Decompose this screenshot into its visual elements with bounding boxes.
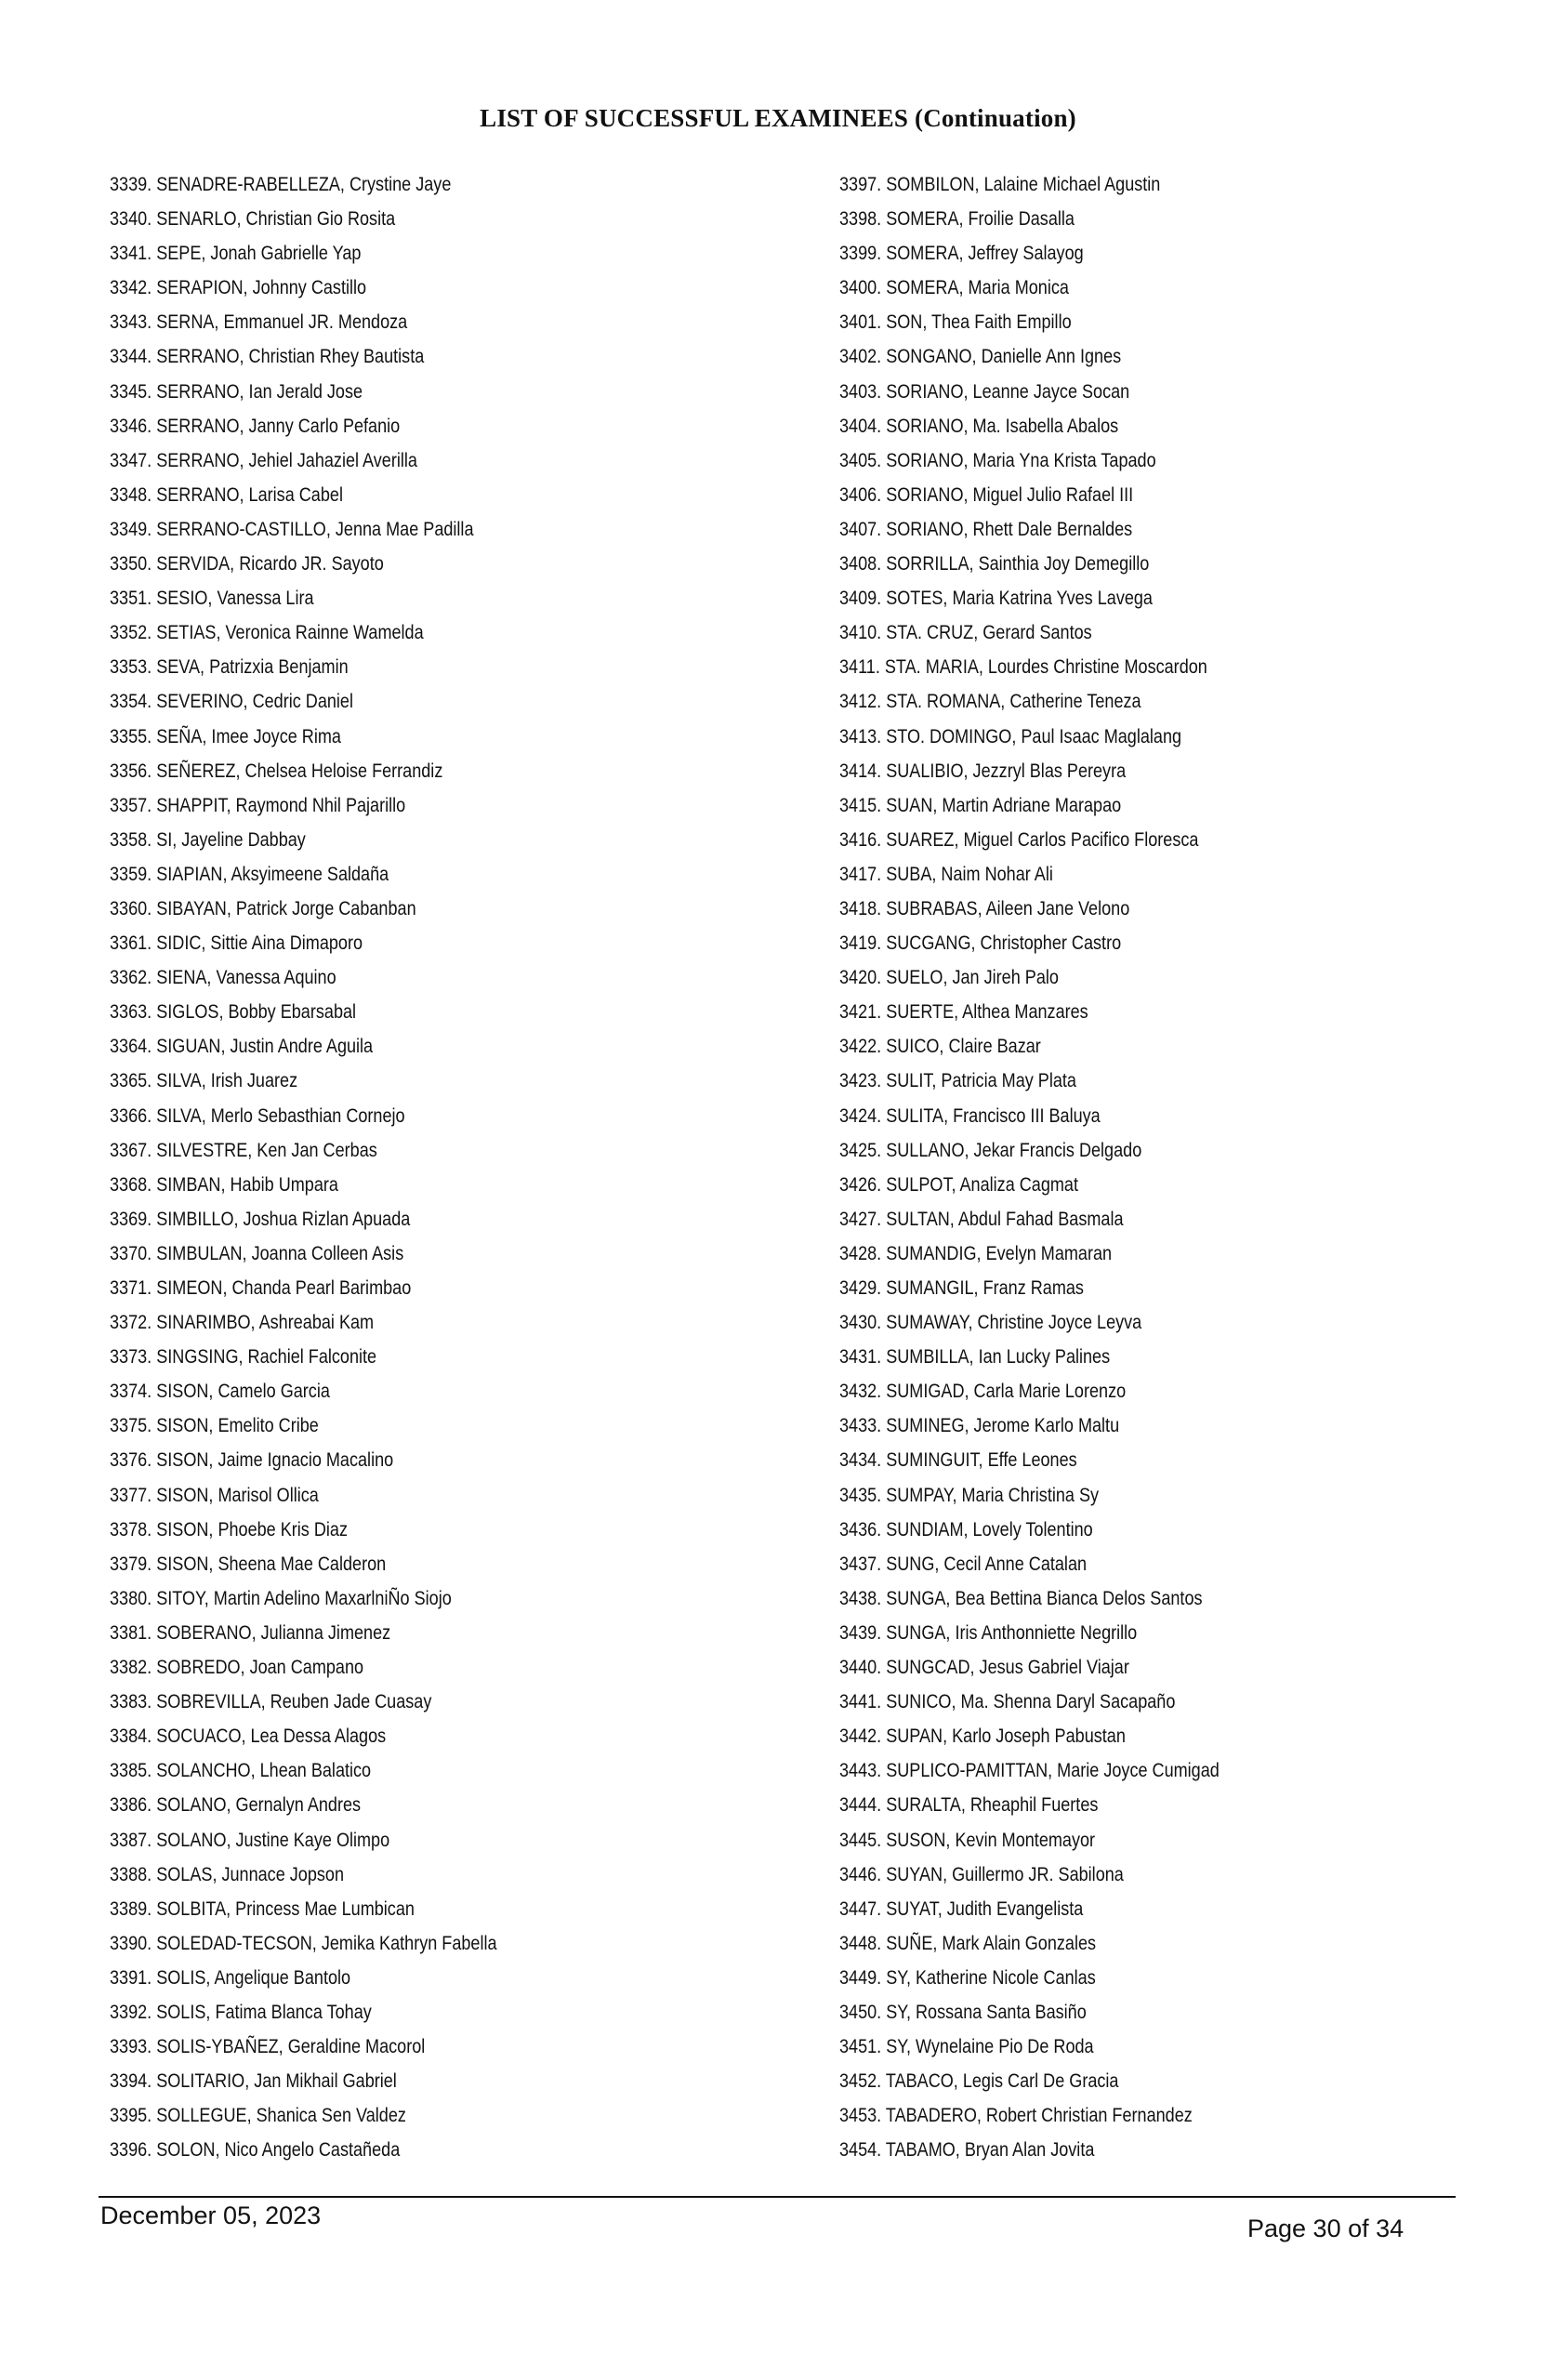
examinee-list-right-column xyxy=(839,167,1490,2167)
examinee-entry: 3374. SISON, Camelo Garcia xyxy=(110,1381,330,1403)
examinee-entry: 3348. SERRANO, Larisa Cabel xyxy=(110,483,343,506)
examinee-entry: 3421. SUERTE, Althea Manzares xyxy=(839,1001,1088,1024)
examinee-entry: 3385. SOLANCHO, Lhean Balatico xyxy=(110,1760,372,1782)
examinee-entry: 3373. SINGSING, Rachiel Falconite xyxy=(110,1346,377,1368)
examinee-entry: 3350. SERVIDA, Ricardo JR. Sayoto xyxy=(110,553,384,575)
examinee-entry: 3434. SUMINGUIT, Effe Leones xyxy=(839,1449,1077,1472)
examinee-entry: 3426. SULPOT, Analiza Cagmat xyxy=(839,1173,1079,1196)
examinee-entry: 3429. SUMANGIL, Franz Ramas xyxy=(839,1277,1084,1299)
examinee-entry: 3368. SIMBAN, Habib Umpara xyxy=(110,1173,338,1196)
examinee-entry: 3366. SILVA, Merlo Sebasthian Cornejo xyxy=(110,1104,405,1127)
examinee-entry: 3442. SUPAN, Karlo Joseph Pabustan xyxy=(839,1726,1126,1748)
examinee-entry: 3375. SISON, Emelito Cribe xyxy=(110,1415,319,1437)
examinee-entry: 3451. SY, Wynelaine Pio De Roda xyxy=(839,2036,1094,2058)
examinee-entry: 3389. SOLBITA, Princess Mae Lumbican xyxy=(110,1897,415,1920)
examinee-entry: 3344. SERRANO, Christian Rhey Bautista xyxy=(110,346,425,368)
examinee-entry: 3452. TABACO, Legis Carl De Gracia xyxy=(839,2070,1119,2093)
examinee-entry: 3408. SORRILLA, Sainthia Joy Demegillo xyxy=(839,553,1150,575)
examinee-entry: 3371. SIMEON, Chanda Pearl Barimbao xyxy=(110,1277,412,1299)
examinee-entry: 3403. SORIANO, Leanne Jayce Socan xyxy=(839,380,1130,403)
examinee-entry: 3390. SOLEDAD-TECSON, Jemika Kathryn Fabella xyxy=(110,1932,497,1954)
examinee-entry: 3384. SOCUACO, Lea Dessa Alagos xyxy=(110,1726,387,1748)
examinee-entry: 3367. SILVESTRE, Ken Jan Cerbas xyxy=(110,1139,377,1161)
examinee-entry: 3424. SULITA, Francisco III Baluya xyxy=(839,1104,1101,1127)
examinee-entry: 3358. SI, Jayeline Dabbay xyxy=(110,828,306,851)
examinee-entry: 3423. SULIT, Patricia May Plata xyxy=(839,1070,1076,1092)
examinee-entry: 3417. SUBA, Naim Nohar Ali xyxy=(839,863,1053,885)
examinee-entry: 3396. SOLON, Nico Angelo Castañeda xyxy=(110,2139,401,2162)
examinee-entry: 3360. SIBAYAN, Patrick Jorge Cabanban xyxy=(110,897,416,919)
footer-date: December 05, 2023 xyxy=(100,2202,322,2229)
examinee-entry: 3351. SESIO, Vanessa Lira xyxy=(110,588,314,610)
examinee-entry: 3453. TABADERO, Robert Christian Fernandez xyxy=(839,2105,1193,2127)
examinee-entry: 3342. SERAPION, Johnny Castillo xyxy=(110,277,367,299)
examinee-entry: 3444. SURALTA, Rheaphil Fuertes xyxy=(839,1794,1099,1817)
examinee-entry: 3412. STA. ROMANA, Catherine Teneza xyxy=(839,691,1141,713)
examinee-entry: 3400. SOMERA, Maria Monica xyxy=(839,277,1069,299)
examinee-entry: 3378. SISON, Phoebe Kris Diaz xyxy=(110,1518,348,1540)
examinee-entry: 3430. SUMAWAY, Christine Joyce Leyva xyxy=(839,1312,1142,1334)
examinee-entry: 3402. SONGANO, Danielle Ann Ignes xyxy=(839,346,1122,368)
examinee-entry: 3420. SUELO, Jan Jireh Palo xyxy=(839,967,1059,989)
examinee-entry: 3364. SIGUAN, Justin Andre Aguila xyxy=(110,1036,374,1058)
examinee-entry: 3416. SUAREZ, Miguel Carlos Pacifico Floresca xyxy=(839,828,1199,851)
examinee-entry: 3439. SUNGA, Iris Anthonniette Negrillo xyxy=(839,1621,1138,1644)
examinee-entry: 3418. SUBRABAS, Aileen Jane Velono xyxy=(839,897,1130,919)
examinee-entry: 3399. SOMERA, Jeffrey Salayog xyxy=(839,243,1084,265)
examinee-entry: 3341. SEPE, Jonah Gabrielle Yap xyxy=(110,243,362,265)
examinee-entry: 3443. SUPLICO-PAMITTAN, Marie Joyce Cumigad xyxy=(839,1760,1220,1782)
examinee-entry: 3425. SULLANO, Jekar Francis Delgado xyxy=(839,1139,1142,1161)
examinee-entry: 3401. SON, Thea Faith Empillo xyxy=(839,311,1072,334)
examinee-entry: 3392. SOLIS, Fatima Blanca Tohay xyxy=(110,2001,372,2023)
examinee-entry: 3377. SISON, Marisol Ollica xyxy=(110,1484,319,1506)
examinee-entry: 3411. STA. MARIA, Lourdes Christine Moscardon xyxy=(839,656,1207,679)
examinee-entry: 3353. SEVA, Patrizxia Benjamin xyxy=(110,656,349,679)
examinee-entry: 3431. SUMBILLA, Ian Lucky Palines xyxy=(839,1346,1111,1368)
examinee-entry: 3413. STO. DOMINGO, Paul Isaac Maglalang xyxy=(839,725,1182,747)
examinee-entry: 3383. SOBREVILLA, Reuben Jade Cuasay xyxy=(110,1691,432,1713)
examinee-entry: 3381. SOBERANO, Julianna Jimenez xyxy=(110,1621,391,1644)
examinee-entry: 3391. SOLIS, Angelique Bantolo xyxy=(110,1966,351,1989)
examinee-entry: 3407. SORIANO, Rhett Dale Bernaldes xyxy=(839,518,1133,540)
examinee-entry: 3410. STA. CRUZ, Gerard Santos xyxy=(839,622,1092,644)
examinee-entry: 3437. SUNG, Cecil Anne Catalan xyxy=(839,1553,1088,1575)
examinee-entry: 3406. SORIANO, Miguel Julio Rafael III xyxy=(839,483,1134,506)
examinee-entry: 3386. SOLANO, Gernalyn Andres xyxy=(110,1794,362,1817)
examinee-entry: 3441. SUNICO, Ma. Shenna Daryl Sacapaño xyxy=(839,1691,1176,1713)
examinee-entry: 3352. SETIAS, Veronica Rainne Wamelda xyxy=(110,622,424,644)
examinee-entry: 3357. SHAPPIT, Raymond Nhil Pajarillo xyxy=(110,794,406,816)
examinee-entry: 3445. SUSON, Kevin Montemayor xyxy=(839,1829,1096,1851)
examinee-entry: 3349. SERRANO-CASTILLO, Jenna Mae Padilla xyxy=(110,518,474,540)
examinee-entry: 3354. SEVERINO, Cedric Daniel xyxy=(110,691,353,713)
examinee-entry: 3359. SIAPIAN, Aksyimeene Saldaña xyxy=(110,863,389,885)
examinee-entry: 3428. SUMANDIG, Evelyn Mamaran xyxy=(839,1242,1113,1264)
examinee-entry: 3379. SISON, Sheena Mae Calderon xyxy=(110,1553,387,1575)
examinee-entry: 3435. SUMPAY, Maria Christina Sy xyxy=(839,1484,1100,1506)
examinee-entry: 3347. SERRANO, Jehiel Jahaziel Averilla xyxy=(110,449,417,471)
examinee-entry: 3415. SUAN, Martin Adriane Marapao xyxy=(839,794,1122,816)
examinee-entry: 3436. SUNDIAM, Lovely Tolentino xyxy=(839,1518,1093,1540)
examinee-entry: 3446. SUYAN, Guillermo JR. Sabilona xyxy=(839,1863,1124,1885)
examinee-entry: 3433. SUMINEG, Jerome Karlo Maltu xyxy=(839,1415,1120,1437)
examinee-entry: 3395. SOLLEGUE, Shanica Sen Valdez xyxy=(110,2105,406,2127)
examinee-entry: 3397. SOMBILON, Lalaine Michael Agustin xyxy=(839,174,1161,195)
examinee-entry: 3409. SOTES, Maria Katrina Yves Lavega xyxy=(839,588,1153,610)
examinee-entry: 3447. SUYAT, Judith Evangelista xyxy=(839,1897,1084,1920)
examinee-entry: 3388. SOLAS, Junnace Jopson xyxy=(110,1863,345,1885)
examinee-entry: 3372. SINARIMBO, Ashreabai Kam xyxy=(110,1312,375,1334)
examinee-entry: 3393. SOLIS-YBAÑEZ, Geraldine Macorol xyxy=(110,2036,426,2058)
examinee-entry: 3355. SEÑA, Imee Joyce Rima xyxy=(110,725,341,747)
examinee-entry: 3370. SIMBULAN, Joanna Colleen Asis xyxy=(110,1242,404,1264)
examinee-entry: 3365. SILVA, Irish Juarez xyxy=(110,1070,298,1092)
examinee-entry: 3405. SORIANO, Maria Yna Krista Tapado xyxy=(839,449,1156,471)
examinee-entry: 3339. SENADRE-RABELLEZA, Crystine Jaye xyxy=(110,174,452,195)
examinee-entry: 3387. SOLANO, Justine Kaye Olimpo xyxy=(110,1829,390,1851)
examinee-entry: 3449. SY, Katherine Nicole Canlas xyxy=(839,1966,1096,1989)
examinee-entry: 3414. SUALIBIO, Jezzryl Blas Pereyra xyxy=(839,760,1127,782)
examinee-entry: 3345. SERRANO, Ian Jerald Jose xyxy=(110,380,363,403)
examinee-entry: 3369. SIMBILLO, Joshua Rizlan Apuada xyxy=(110,1208,411,1230)
examinee-entry: 3398. SOMERA, Froilie Dasalla xyxy=(839,208,1075,231)
page-title: LIST OF SUCCESSFUL EXAMINEES (Continuation) xyxy=(480,104,1076,132)
examinee-entry: 3363. SIGLOS, Bobby Ebarsabal xyxy=(110,1001,357,1024)
examinee-entry: 3438. SUNGA, Bea Bettina Bianca Delos Santos xyxy=(839,1587,1203,1609)
examinee-entry: 3394. SOLITARIO, Jan Mikhail Gabriel xyxy=(110,2070,397,2093)
examinee-entry: 3404. SORIANO, Ma. Isabella Abalos xyxy=(839,415,1119,437)
footer-page-number: Page 30 of 34 xyxy=(1247,2215,1404,2242)
examinee-entry: 3356. SEÑEREZ, Chelsea Heloise Ferrandiz xyxy=(110,760,443,782)
examinee-entry: 3427. SULTAN, Abdul Fahad Basmala xyxy=(839,1208,1124,1230)
examinee-list-left-column xyxy=(110,167,816,2167)
examinee-entry: 3440. SUNGCAD, Jesus Gabriel Viajar xyxy=(839,1657,1129,1679)
examinee-entry: 3454. TABAMO, Bryan Alan Jovita xyxy=(839,2139,1095,2162)
examinee-entry: 3346. SERRANO, Janny Carlo Pefanio xyxy=(110,415,401,437)
examinee-entry: 3343. SERNA, Emmanuel JR. Mendoza xyxy=(110,311,408,334)
examinee-entry: 3382. SOBREDO, Joan Campano xyxy=(110,1657,364,1679)
examinee-entry: 3450. SY, Rossana Santa Basiño xyxy=(839,2001,1087,2023)
examinee-entry: 3376. SISON, Jaime Ignacio Macalino xyxy=(110,1449,394,1472)
examinee-entry: 3340. SENARLO, Christian Gio Rosita xyxy=(110,208,396,231)
examinee-entry: 3432. SUMIGAD, Carla Marie Lorenzo xyxy=(839,1381,1127,1403)
examinee-entry: 3380. SITOY, Martin Adelino MaxarlniÑo Siojo xyxy=(110,1587,452,1609)
examinee-entry: 3419. SUCGANG, Christopher Castro xyxy=(839,932,1122,955)
examinee-entry: 3448. SUÑE, Mark Alain Gonzales xyxy=(839,1932,1097,1954)
examinee-entry: 3361. SIDIC, Sittie Aina Dimaporo xyxy=(110,932,363,955)
examinee-entry: 3422. SUICO, Claire Bazar xyxy=(839,1036,1041,1058)
examinee-entry: 3362. SIENA, Vanessa Aquino xyxy=(110,967,336,989)
footer-divider xyxy=(99,2196,1456,2198)
